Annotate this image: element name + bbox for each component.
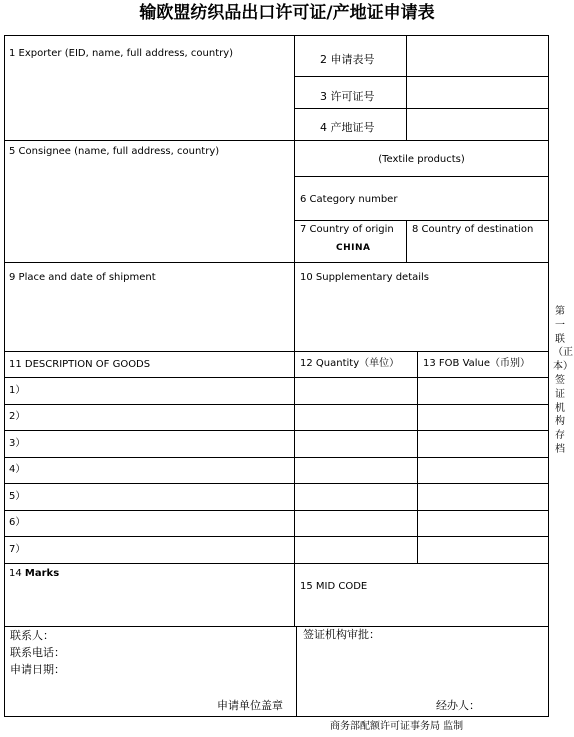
handler-label: 经办人： (436, 699, 480, 712)
goods-row-number: 4） (9, 464, 26, 475)
consignee-label: 5 Consignee (name, full address, country) (9, 146, 220, 157)
footer-divider (296, 626, 297, 716)
goods-row-number: 2） (9, 411, 26, 422)
copy-designation-sidebar: 第一联（正本）签证机构存档 (553, 306, 573, 455)
approval-label: 签证机构审批： (303, 628, 380, 641)
goods-row-number: 6） (9, 517, 26, 528)
frame-bottom (4, 716, 549, 717)
quantity-label: 12 Quantity（单位） (300, 358, 400, 369)
rule (294, 220, 549, 221)
rule (4, 510, 549, 511)
rule (4, 404, 549, 405)
goods-row-number: 1） (9, 385, 26, 396)
application-no-label: 2 申请表号 (320, 53, 375, 66)
supplementary-details-label: 10 Supplementary details (300, 272, 430, 283)
country-of-origin-label: 7 Country of origin (300, 224, 394, 235)
textile-products-label: (Textile products) (378, 154, 465, 165)
country-of-destination-label: 8 Country of destination (412, 224, 534, 235)
contact-person-label: 联系人： (10, 629, 54, 642)
marks-number: 14 (9, 568, 25, 579)
origin-value: CHINA (336, 243, 371, 253)
rule (406, 220, 407, 262)
goods-row-number: 7） (9, 544, 26, 555)
rule (4, 430, 549, 431)
rule (4, 351, 549, 352)
rule (294, 176, 549, 177)
goods-row-number: 3） (9, 438, 26, 449)
rule (4, 457, 549, 458)
origin-cert-no-label: 4 产地证号 (320, 121, 375, 134)
goods-row-number: 5） (9, 491, 26, 502)
rule (4, 536, 549, 537)
license-no-label: 3 许可证号 (320, 90, 375, 103)
contact-phone-label: 联系电话： (10, 646, 65, 659)
rule (4, 262, 549, 263)
form-title: 输欧盟纺织品出口许可证/产地证申请表 (139, 3, 435, 23)
category-number-label: 6 Category number (300, 194, 398, 205)
fob-value-label: 13 FOB Value（币别） (423, 358, 531, 369)
rule (406, 35, 407, 140)
main-divider (294, 35, 295, 626)
rule (4, 377, 549, 378)
frame-top (4, 35, 549, 36)
rule (294, 76, 549, 77)
marks-text: Marks (24, 568, 60, 579)
frame-left (4, 35, 5, 717)
marks-label (9, 568, 59, 580)
exporter-label: 1 Exporter (EID, name, full address, country) (9, 48, 234, 59)
rule (4, 626, 549, 627)
applicant-seal-label: 申请单位盖章 (217, 699, 283, 712)
place-date-shipment-label: 9 Place and date of shipment (9, 272, 156, 283)
rule (4, 563, 549, 564)
description-of-goods-label: 11 DESCRIPTION OF GOODS (9, 359, 151, 370)
application-date-label: 申请日期： (10, 663, 65, 676)
supervisor-label: 商务部配额许可证事务局 监制 (330, 721, 464, 732)
rule (294, 108, 549, 109)
mid-code-label: 15 MID CODE (300, 581, 368, 592)
rule (4, 483, 549, 484)
rule (4, 140, 549, 141)
frame-right (548, 35, 549, 717)
